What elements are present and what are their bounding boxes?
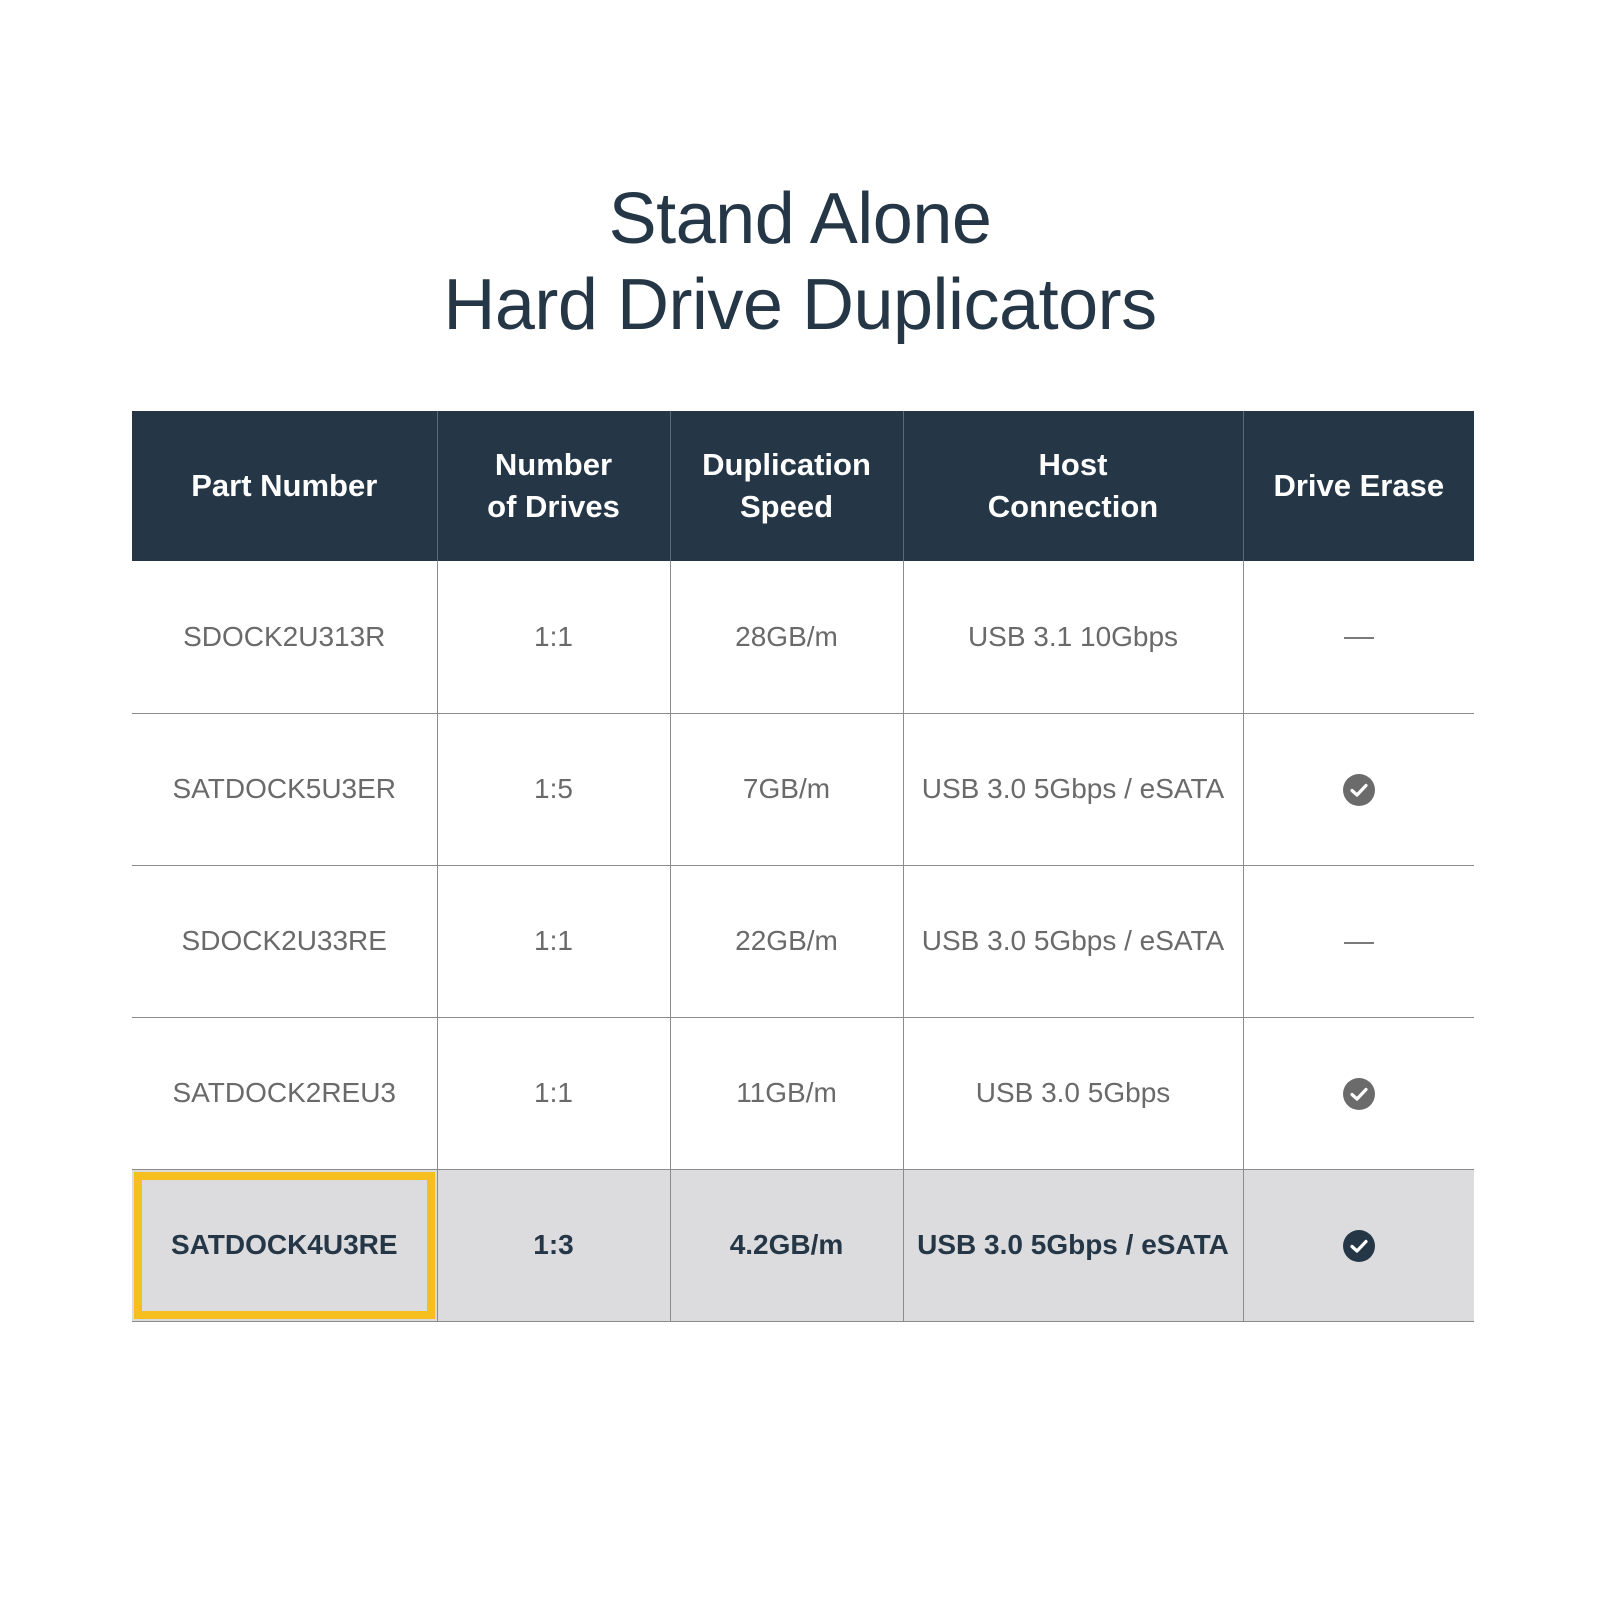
cell-host-connection: USB 3.0 5Gbps [903, 1017, 1243, 1169]
cell-drive-erase [1243, 865, 1474, 1017]
cell-drive-erase [1243, 1169, 1474, 1321]
header-label: of Drives [487, 489, 620, 524]
cell-duplication-speed: 11GB/m [670, 1017, 903, 1169]
table-row [132, 865, 1474, 1017]
cell-number-of-drives: 1:5 [437, 713, 670, 865]
title-line-1: Stand Alone [608, 179, 992, 259]
header-label: Connection [987, 489, 1159, 524]
cell-number-of-drives: 1:1 [437, 1017, 670, 1169]
cell-number-of-drives: 1:3 [437, 1169, 670, 1321]
cell-number-of-drives: 1:1 [437, 865, 670, 1017]
cell-part-number: SDOCK2U33RE [132, 865, 437, 1017]
page-title [0, 176, 1600, 348]
cell-part-number [132, 1169, 437, 1321]
table-row-highlighted [132, 1169, 1474, 1321]
cell-host-connection: USB 3.0 5Gbps / eSATA [903, 865, 1243, 1017]
title-line-2: Hard Drive Duplicators [443, 265, 1157, 345]
cell-host-connection: USB 3.1 10Gbps [903, 561, 1243, 713]
header-label: Host [1038, 447, 1108, 482]
header-drive-erase [1243, 411, 1474, 561]
dash-icon [1344, 637, 1374, 639]
comparison-table [132, 411, 1474, 1322]
cell-part-number: SDOCK2U313R [132, 561, 437, 713]
dash-icon [1344, 942, 1374, 944]
header-label: Duplication [702, 447, 871, 482]
cell-part-number-text: SATDOCK4U3RE [170, 1229, 398, 1260]
header-duplication-speed [670, 411, 903, 561]
check-icon [1343, 774, 1375, 806]
table-row [132, 561, 1474, 713]
cell-drive-erase [1243, 1017, 1474, 1169]
header-label: Part Number [191, 468, 378, 503]
check-icon [1343, 1078, 1375, 1110]
cell-duplication-speed: 4.2GB/m [670, 1169, 903, 1321]
check-icon [1343, 1230, 1375, 1262]
header-label: Speed [739, 489, 834, 524]
cell-part-number: SATDOCK2REU3 [132, 1017, 437, 1169]
header-host-connection [903, 411, 1243, 561]
cell-drive-erase [1243, 713, 1474, 865]
cell-number-of-drives: 1:1 [437, 561, 670, 713]
cell-duplication-speed: 22GB/m [670, 865, 903, 1017]
cell-duplication-speed: 7GB/m [670, 713, 903, 865]
cell-host-connection: USB 3.0 5Gbps / eSATA [903, 1169, 1243, 1321]
cell-part-number: SATDOCK5U3ER [132, 713, 437, 865]
table-row [132, 1017, 1474, 1169]
table-row [132, 713, 1474, 865]
table-header-row [132, 411, 1474, 561]
header-number-of-drives [437, 411, 670, 561]
header-part-number [132, 411, 437, 561]
cell-duplication-speed: 28GB/m [670, 561, 903, 713]
cell-drive-erase [1243, 561, 1474, 713]
header-label: Number [494, 447, 613, 482]
header-label: Drive Erase [1273, 468, 1445, 503]
cell-host-connection: USB 3.0 5Gbps / eSATA [903, 713, 1243, 865]
